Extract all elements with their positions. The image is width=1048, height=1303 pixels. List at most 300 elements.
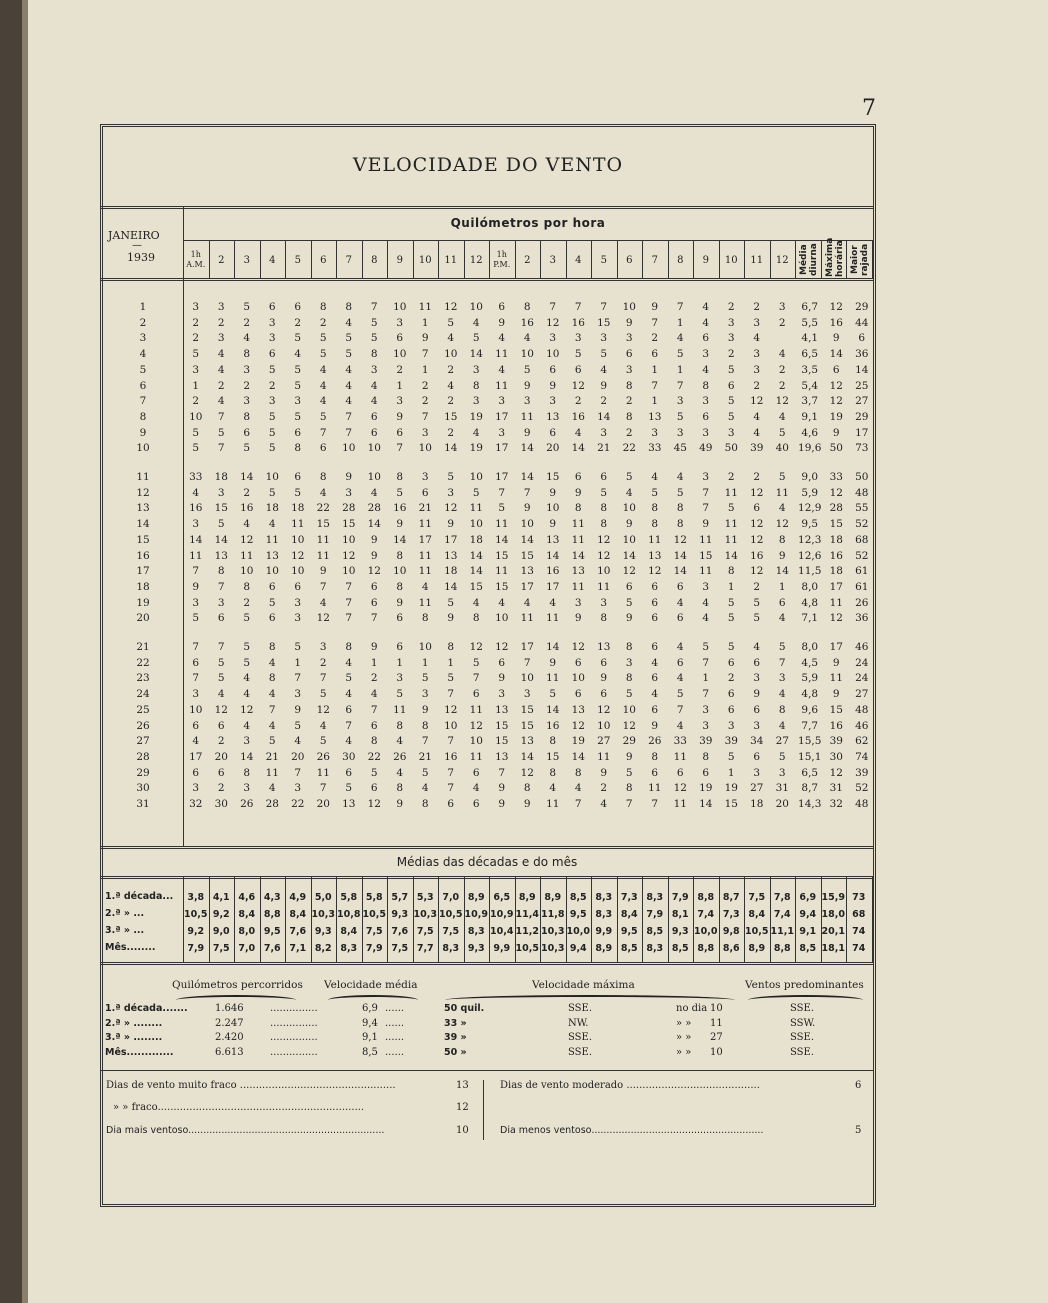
hour-value: 7	[472, 672, 480, 685]
hour-value: 5	[345, 672, 353, 685]
hour-value: 4	[651, 471, 659, 483]
hour-value: 12	[469, 719, 483, 732]
hour-value: 4	[370, 395, 378, 408]
average-value: 7,6	[263, 943, 281, 954]
summary-label: 1.ª década.......	[105, 1003, 188, 1014]
hour-value: 14	[546, 641, 560, 653]
hour-value: 6	[396, 612, 404, 625]
hour-value: 12	[571, 641, 585, 653]
average-value: 5,7	[391, 892, 409, 903]
hour-value: 6	[651, 703, 659, 716]
hour-value: 3	[600, 596, 608, 609]
hour-value: 8	[549, 766, 557, 779]
hour-value: 4	[370, 379, 378, 392]
hour-value: 12	[622, 565, 636, 578]
hourly-max: 15	[829, 703, 843, 716]
average-value: 6,5	[493, 892, 511, 903]
average-value: 10,5	[184, 909, 208, 920]
hour-value: 12	[648, 565, 662, 578]
hour-value: 3	[498, 688, 506, 701]
hour-header: 6	[320, 255, 327, 266]
hour-value: 6	[600, 471, 608, 483]
hour-value: 9	[192, 580, 200, 593]
hour-value: 5	[217, 518, 225, 531]
average-label: 1.ª década...	[105, 891, 174, 902]
hour-value: 12	[546, 316, 560, 329]
hour-value: 4	[498, 363, 506, 376]
hour-value: 14	[520, 750, 534, 763]
hour-value: 2	[651, 332, 659, 345]
hour-value: 5	[192, 348, 200, 361]
hour-value: 6	[778, 596, 786, 609]
col-sep	[821, 240, 822, 278]
average-label: Mês........	[105, 942, 156, 953]
hour-value: 5	[370, 316, 378, 329]
hour-value: 3	[727, 719, 735, 732]
hour-value: 6	[268, 580, 276, 593]
hour-value: 15	[342, 518, 356, 531]
col-maxima-header: Máxima horária	[824, 237, 845, 277]
hour-value: 5	[396, 688, 404, 701]
hour-value: 4	[676, 332, 684, 345]
average-value: 9,4	[569, 943, 587, 954]
hour-value: 14	[214, 533, 228, 546]
hour-value: 7	[447, 688, 455, 701]
hour-value: 5	[217, 656, 225, 669]
hour-value: 5	[778, 426, 786, 439]
hour-value: 7	[421, 735, 429, 748]
hour-value: 7	[345, 580, 353, 593]
hour-value: 14	[597, 410, 611, 423]
hour-value: 9	[549, 486, 557, 499]
hour-value: 6	[370, 426, 378, 439]
hour-value: 6	[370, 719, 378, 732]
hour-value: 5	[345, 332, 353, 345]
hour-value: 12	[444, 502, 458, 515]
average-value: 11,2	[515, 926, 539, 937]
summary-prevailing: SSE.	[790, 1003, 815, 1014]
day-number: 1	[139, 301, 147, 313]
average-value: 4,6	[238, 892, 256, 903]
hour-value: 10	[265, 471, 279, 483]
average-value: 8,6	[722, 943, 740, 954]
hour-value: 15	[520, 719, 534, 732]
hour-value: 13	[571, 565, 585, 578]
hour-value: 2	[217, 379, 225, 392]
max-gust: 25	[855, 379, 869, 392]
hour-value: 7	[651, 379, 659, 392]
hourly-max: 16	[829, 549, 843, 562]
hour-value: 10	[520, 348, 534, 361]
hour-value: 18	[214, 471, 228, 483]
day-number: 16	[136, 549, 150, 562]
hour-value: 6	[676, 580, 684, 593]
hour-value: 6	[549, 426, 557, 439]
hour-value: 3	[574, 332, 582, 345]
hour-header: 7	[651, 255, 658, 266]
hour-value: 10	[597, 565, 611, 578]
hour-value: 6	[727, 688, 735, 701]
hour-value: 12	[520, 766, 534, 779]
daily-mean: 14,3	[798, 798, 822, 810]
average-value: 7,9	[646, 909, 664, 920]
hour-value: 8	[523, 301, 531, 313]
hour-value: 3	[702, 471, 710, 483]
day-number: 8	[139, 410, 147, 423]
hour-value: 9	[549, 379, 557, 392]
hour-value: 9	[345, 471, 353, 483]
hour-value: 8	[600, 502, 608, 515]
hour-value: 4	[676, 672, 684, 685]
hour-value: 2	[574, 395, 582, 408]
hour-value: 7	[294, 672, 302, 685]
hour-value: 11	[393, 703, 407, 716]
hour-value: 8	[676, 502, 684, 515]
hour-value: 3	[727, 332, 735, 345]
summary-max: 50 quil.	[444, 1003, 485, 1014]
hour-value: 9	[523, 379, 531, 392]
hour-value: 4	[243, 332, 251, 345]
hour-value: 11	[418, 301, 432, 313]
average-value: 8,5	[646, 926, 664, 937]
hour-value: 1	[396, 656, 404, 669]
hour-value: 7	[523, 486, 531, 499]
hour-value: 19	[469, 442, 483, 455]
hour-value: 12	[342, 549, 356, 562]
daily-mean: 8,7	[801, 782, 819, 795]
hour-value: 14	[520, 471, 534, 483]
hour-value: 10	[571, 672, 585, 685]
hour-value: 8	[676, 518, 684, 531]
hour-value: 6	[421, 486, 429, 499]
hour-header: 12	[469, 255, 483, 266]
max-gust: 52	[855, 518, 869, 531]
hour-value: 5	[625, 596, 633, 609]
day-number: 27	[136, 735, 150, 748]
hour-value: 1	[727, 766, 735, 779]
hour-header: 3	[243, 255, 250, 266]
average-value: 8,8	[263, 909, 281, 920]
summary-on-day: » »	[676, 1017, 692, 1029]
hour-value: 2	[447, 426, 455, 439]
hour-header: 11	[444, 255, 458, 266]
rule-avg-end	[101, 962, 873, 965]
hour-value: 4	[753, 641, 761, 653]
hour-value: 12	[571, 379, 585, 392]
hour-value: 4	[243, 518, 251, 531]
average-value: 11,4	[515, 909, 539, 920]
average-value: 8,8	[697, 892, 715, 903]
hour-value: 12	[367, 565, 381, 578]
average-value: 9,0	[212, 926, 230, 937]
hour-value: 5	[753, 596, 761, 609]
hour-value: 14	[546, 549, 560, 562]
hour-value: 11	[469, 750, 483, 763]
hour-value: 4	[753, 426, 761, 439]
average-value: 8,3	[340, 943, 358, 954]
max-gust: 24	[855, 672, 869, 685]
average-value: 9,5	[569, 909, 587, 920]
hour-value: 8	[600, 612, 608, 625]
hour-value: 5	[345, 782, 353, 795]
hour-value: 6	[753, 656, 761, 669]
hour-value: 4	[574, 782, 582, 795]
hour-value: 6	[396, 332, 404, 345]
hour-value: 15	[316, 518, 330, 531]
col-rajada-header: Maior rajada	[850, 243, 870, 277]
hour-value: 12	[750, 518, 764, 531]
daily-mean: 15,1	[798, 750, 822, 763]
hour-value: 12	[316, 612, 330, 625]
col-sep	[872, 240, 873, 278]
hour-value: 5	[447, 596, 455, 609]
hour-value: 4	[702, 301, 710, 313]
hour-value: 5	[294, 379, 302, 392]
hour-value: 9	[523, 798, 531, 810]
hour-value: 6	[447, 798, 455, 810]
hour-value: 6	[702, 332, 710, 345]
hour-value: 2	[192, 332, 200, 345]
average-value: 8,8	[697, 943, 715, 954]
hour-value: 3	[702, 703, 710, 716]
hour-value: 4	[702, 316, 710, 329]
hour-value: 2	[753, 471, 761, 483]
hour-value: 3	[753, 363, 761, 376]
average-value: 7,5	[212, 943, 230, 954]
hour-header: 3	[549, 255, 556, 266]
hour-value: 5	[192, 612, 200, 625]
hour-value: 13	[495, 750, 509, 763]
hour-value: 11	[316, 766, 330, 779]
hour-value: 10	[189, 703, 203, 716]
hour-value: 3	[447, 486, 455, 499]
hour-value: 3	[192, 301, 200, 313]
hour-value: 5	[268, 426, 276, 439]
hour-value: 5	[727, 612, 735, 625]
hour-value: 10	[393, 565, 407, 578]
hourly-max: 17	[829, 641, 843, 653]
average-value: 8,8	[773, 943, 791, 954]
average-value: 8,3	[595, 909, 613, 920]
hour-value: 5	[319, 348, 327, 361]
hour-value: 31	[775, 782, 789, 795]
average-value: 8,7	[722, 892, 740, 903]
summary-header: Velocidade máxima	[532, 979, 635, 991]
average-value: 8,2	[314, 943, 332, 954]
hour-value: 5	[294, 410, 302, 423]
hour-value: 7	[702, 486, 710, 499]
hour-value: 14	[673, 565, 687, 578]
average-value: 8,3	[442, 943, 460, 954]
hour-value: 9	[447, 612, 455, 625]
daily-mean: 7,7	[801, 719, 819, 732]
hour-value: 4	[268, 782, 276, 795]
average-value: 8,4	[748, 909, 766, 920]
day-number: 21	[136, 641, 150, 653]
hour-value: 14	[724, 549, 738, 562]
hour-value: 11	[571, 533, 585, 546]
hour-value: 7	[676, 703, 684, 716]
hour-value: 4	[778, 410, 786, 423]
hour-value: 13	[520, 565, 534, 578]
hour-value: 30	[342, 750, 356, 763]
hour-value: 16	[189, 502, 203, 515]
average-value: 7,9	[187, 943, 205, 954]
hour-value: 15	[214, 502, 228, 515]
average-value: 9,8	[722, 926, 740, 937]
average-mean: 9,1	[799, 926, 817, 937]
hour-value: 3	[217, 486, 225, 499]
hour-value: 5	[294, 719, 302, 732]
hour-value: 4	[778, 719, 786, 732]
hour-value: 29	[622, 735, 636, 748]
average-max: 20,1	[821, 926, 845, 937]
average-value: 10,0	[694, 926, 718, 937]
summary-label: Mês.............	[105, 1046, 174, 1058]
hour-value: 39	[699, 735, 713, 748]
hourly-max: 17	[829, 580, 843, 593]
hour-value: 16	[520, 316, 534, 329]
average-value: 7,0	[238, 943, 256, 954]
hour-value: 4	[421, 580, 429, 593]
hour-value: 3	[319, 641, 327, 653]
hour-value: 8	[396, 549, 404, 562]
hour-value: 15	[699, 549, 713, 562]
hour-value: 6	[676, 656, 684, 669]
hour-value: 28	[265, 798, 279, 810]
average-label: 2.ª » ...	[105, 908, 145, 919]
hour-value: 5	[396, 486, 404, 499]
hour-value: 8	[702, 750, 710, 763]
hour-value: 5	[778, 471, 786, 483]
hour-value: 9	[625, 750, 633, 763]
day-number: 26	[136, 719, 150, 732]
hour-value: 11	[571, 580, 585, 593]
hour-value: 33	[189, 471, 203, 483]
hour-value: 8	[396, 580, 404, 593]
hour-value: 6	[268, 348, 276, 361]
hour-value: 17	[520, 580, 534, 593]
hour-value: 4	[753, 410, 761, 423]
hour-value: 5	[727, 596, 735, 609]
hour-value: 3	[778, 301, 786, 313]
average-value: 4,1	[212, 892, 230, 903]
hour-header: 5	[294, 255, 301, 266]
hour-value: 3	[498, 395, 506, 408]
max-gust: 26	[855, 596, 869, 609]
summary-header: Quilómetros percorridos	[172, 979, 303, 991]
hour-header: 4	[269, 255, 276, 266]
daily-mean: 9,1	[801, 410, 819, 423]
average-value: 10,3	[413, 909, 437, 920]
average-value: 10,5	[745, 926, 769, 937]
hour-value: 3	[651, 426, 659, 439]
hour-value: 17	[189, 750, 203, 763]
hour-header: 1h P.M.	[493, 250, 511, 269]
hour-value: 10	[520, 672, 534, 685]
hour-value: 1	[778, 580, 786, 593]
hour-value: 2	[217, 782, 225, 795]
hour-value: 6	[549, 363, 557, 376]
hour-value: 14	[393, 533, 407, 546]
hour-value: 2	[753, 580, 761, 593]
hour-value: 5	[268, 363, 276, 376]
hour-value: 2	[447, 363, 455, 376]
hour-value: 5	[498, 502, 506, 515]
hour-value: 6	[268, 301, 276, 313]
hourly-max: 50	[829, 442, 843, 455]
max-gust: 52	[855, 549, 869, 562]
hour-value: 11	[418, 549, 432, 562]
average-value: 7,5	[442, 926, 460, 937]
count-very-weak-label: Dias de vento muito fraco .................................................	[106, 1080, 396, 1091]
hour-value: 9	[574, 612, 582, 625]
hour-value: 13	[571, 703, 585, 716]
hour-value: 5	[727, 502, 735, 515]
hour-value: 7	[370, 703, 378, 716]
hour-value: 11	[520, 410, 534, 423]
hour-value: 9	[651, 719, 659, 732]
hour-value: 5	[447, 316, 455, 329]
rule-avg-title	[101, 876, 873, 879]
hour-value: 5	[472, 486, 480, 499]
max-gust: 55	[855, 502, 869, 515]
daily-mean: 7,1	[801, 612, 819, 625]
hour-value: 15	[495, 549, 509, 562]
hour-value: 8	[421, 612, 429, 625]
hour-value: 4	[472, 316, 480, 329]
hour-value: 12	[775, 518, 789, 531]
hour-value: 6	[472, 766, 480, 779]
hour-value: 2	[727, 672, 735, 685]
average-value: 10,3	[311, 909, 335, 920]
hour-value: 2	[778, 363, 786, 376]
daily-mean: 5,9	[801, 486, 819, 499]
average-value: 8,3	[646, 943, 664, 954]
hour-value: 12	[291, 549, 305, 562]
summary-max: 39 »	[444, 1032, 467, 1043]
hour-value: 3	[294, 782, 302, 795]
max-gust: 52	[855, 782, 869, 795]
average-value: 7,8	[773, 892, 791, 903]
hour-value: 12	[367, 798, 381, 810]
hour-value: 9	[421, 703, 429, 716]
hour-value: 5	[651, 486, 659, 499]
hour-value: 5	[625, 688, 633, 701]
hour-value: 3	[421, 688, 429, 701]
summary-mean: 9,1	[362, 1032, 378, 1043]
max-gust: 68	[855, 533, 869, 546]
day-number: 3	[139, 332, 147, 345]
hour-value: 14	[775, 565, 789, 578]
hourly-max: 19	[829, 410, 843, 423]
hour-value: 6	[370, 782, 378, 795]
hour-value: 5	[243, 442, 251, 455]
hour-value: 5	[523, 363, 531, 376]
hour-value: 4	[447, 332, 455, 345]
hour-value: 16	[546, 719, 560, 732]
hour-value: 4	[447, 379, 455, 392]
rule-summary-end	[101, 1070, 873, 1071]
hour-value: 5	[217, 672, 225, 685]
hour-value: 4	[702, 596, 710, 609]
hour-value: 6	[574, 471, 582, 483]
hour-value: 7	[268, 703, 276, 716]
hour-value: 3	[600, 426, 608, 439]
hour-value: 8	[345, 301, 353, 313]
hour-value: 3	[243, 395, 251, 408]
hour-value: 4	[268, 518, 276, 531]
